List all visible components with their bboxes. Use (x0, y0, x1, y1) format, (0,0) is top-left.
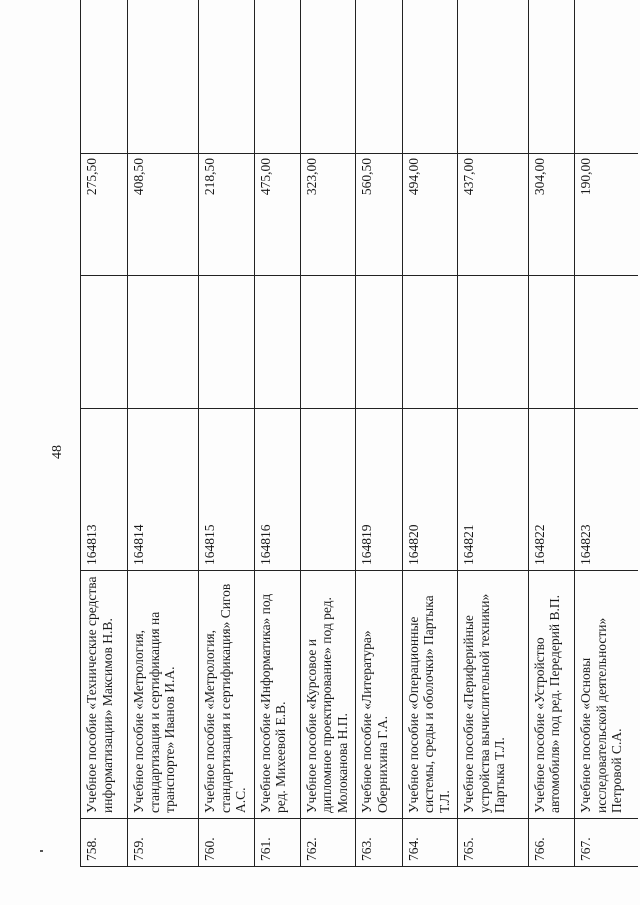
row-number: 765. (458, 819, 529, 867)
table-row (254, 0, 300, 867)
item-name: Учебное пособие «Операционные системы, среды и оболочки» Партыка Т.Л. (402, 571, 457, 819)
empty-cell (575, 0, 638, 154)
row-number: 767. (575, 819, 638, 867)
row-number: 760. (199, 819, 254, 867)
empty-cell (128, 276, 199, 409)
row-number: 761. (254, 819, 300, 867)
item-name: Учебное пособие «Устройство автомобиля» под ред. Передерий В.П. (528, 571, 574, 819)
inventory-code (300, 409, 355, 571)
inventory-code: 164822 (528, 409, 574, 571)
empty-cell (575, 276, 638, 409)
row-number: 758. (81, 819, 128, 867)
empty-cell (458, 276, 529, 409)
table-row (528, 0, 574, 867)
price: 437,00 (458, 154, 529, 276)
row-number: 759. (128, 819, 199, 867)
empty-cell (300, 276, 355, 409)
price: 190,00 (575, 154, 638, 276)
price: 218,50 (199, 154, 254, 276)
empty-cell (528, 276, 574, 409)
empty-cell (402, 0, 457, 154)
inventory-code: 164813 (81, 409, 128, 571)
item-name: Учебное пособие «Основы исследовательской деятельности» Петровой С.А. (575, 571, 638, 819)
table-row (199, 0, 254, 867)
item-name: Учебное пособие «Метрология, стандартизация и сертификация на транспорте» Иванов И.А. (128, 571, 199, 819)
inventory-code: 164814 (128, 409, 199, 571)
inventory-code: 164820 (402, 409, 457, 571)
empty-cell (254, 0, 300, 154)
inventory-code: 164819 (356, 409, 402, 571)
empty-cell (81, 0, 128, 154)
table-row (300, 0, 355, 867)
empty-cell (199, 0, 254, 154)
price: 494,00 (402, 154, 457, 276)
price: 560,50 (356, 154, 402, 276)
empty-cell (300, 0, 355, 154)
asset-table (80, 0, 638, 867)
empty-cell (356, 0, 402, 154)
empty-cell (199, 276, 254, 409)
table-row (458, 0, 529, 867)
empty-cell (402, 276, 457, 409)
page-number-text: 48 (50, 445, 65, 459)
inventory-code: 164816 (254, 409, 300, 571)
inventory-code: 164815 (199, 409, 254, 571)
item-name: Учебное пособие «Периферийные устройства вычислительной техники» Партыка Т.Л. (458, 571, 529, 819)
price: 323,00 (300, 154, 355, 276)
item-name: Учебное пособие «Технические средства информатизации» Максимов Н.В. (81, 571, 128, 819)
table-row (128, 0, 199, 867)
empty-cell (254, 276, 300, 409)
inventory-code: 164821 (458, 409, 529, 571)
item-name: Учебное пособие «Метрология, стандартизация и сертификация» Сигов А.С. (199, 571, 254, 819)
row-number: 762. (300, 819, 355, 867)
table-row (81, 0, 128, 867)
scan-speck (40, 850, 43, 852)
row-number: 764. (402, 819, 457, 867)
price: 475,00 (254, 154, 300, 276)
empty-cell (356, 276, 402, 409)
inventory-code: 164823 (575, 409, 638, 571)
empty-cell (528, 0, 574, 154)
table-row (356, 0, 402, 867)
table-frame (80, 32, 638, 867)
item-name: Учебное пособие «Информатика» под ред. Михеевой Е.В. (254, 571, 300, 819)
price: 275,50 (81, 154, 128, 276)
empty-cell (81, 276, 128, 409)
row-number: 763. (356, 819, 402, 867)
price: 304,00 (528, 154, 574, 276)
table-row (402, 0, 457, 867)
empty-cell (458, 0, 529, 154)
price: 408,50 (128, 154, 199, 276)
empty-cell (128, 0, 199, 154)
row-number: 766. (528, 819, 574, 867)
item-name: Учебное пособие «Курсовое и дипломное проектирование» под ред. Молоканова Н.П. (300, 571, 355, 819)
item-name: Учебное пособие «Литература» Обернихина Г.А. (356, 571, 402, 819)
table-row (575, 0, 638, 867)
rotated-table-wrapper (80, 32, 638, 867)
